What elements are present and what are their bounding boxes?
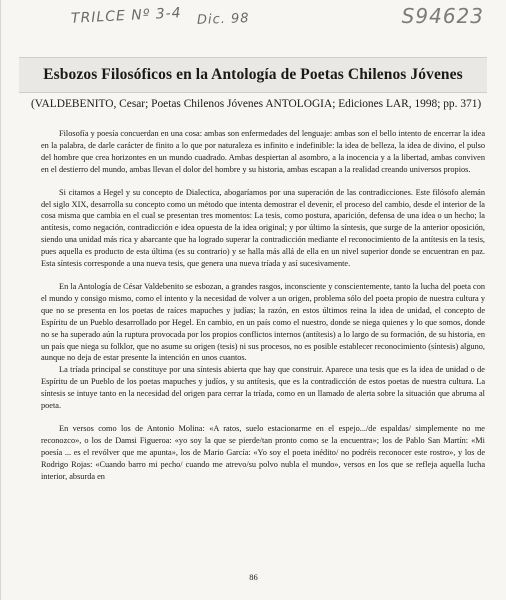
bibliographic-reference: (VALDEBENITO, Cesar; Poetas Chilenos Jóvenes ANTOLOGIA; Ediciones LAR, 1998; pp. 371) — [31, 98, 482, 110]
paragraph: En la Antología de César Valdebenito se esbozan, a grandes rasgos, inconsciente y conscientemente, tanto la lucha del poeta con el mundo y consigo mismo, como el intento y la necesidad de volver a un origen, problema sólo del poeta propio de nuestra cultura y que no se presenta en los poetas de raíces mapuches y judías; la razón, en estos últimos reina la idea de unidad, el concepto de Espíritu de un Pueblo desarrollado por Hegel. En cambio, en un país como el nuestro, donde se niega quienes y lo que somos, donde no se ha superado aún la ruptura provocada por los propios conflictos internos (antítesis) a lo largo de su formación, de su historia, en un país que niega su folklor, que no asume su origen (tesis) ni sus procesos, no es posible establecer reconocimiento (síntesis) alguno, aunque no deja de estar presente la intención en unos cuantos. — [41, 281, 485, 363]
article-title: Esbozos Filosóficos en la Antología de Poetas Chilenos Jóvenes — [43, 66, 463, 83]
page-number: 86 — [249, 572, 258, 582]
handwritten-date-note: Dic. 98 — [196, 11, 250, 28]
paragraph: En versos como los de Antonio Molina: «A ratos, suelo estacionarme en el espejo.../de espaldas/ simplemente no me reconozco», o los de Damsi Figueroa: «yo soy la que se pierde/tan pronto como se la encuentra»; los de Pablo San Martín: «Mi poesía ... es el revólver que me apunta», los de Mario García: «Yo soy el poeta inédito/ no podréis reconocer este rostro», y los de Rodrigo Rojas: «Cuando barro mi pecho/ cuando me atrevo/su polvo nubla el mundo», versos en los que se refleja aquella lucha interior, absurda en — [41, 423, 485, 481]
handwritten-catalog-number: S94623 — [401, 4, 484, 28]
paragraph: Si citamos a Hegel y su concepto de Dialectica, abogaríamos por una superación de las contradicciones. Este filósofo alemán del siglo XIX, desarrolla su concepto como un método que intenta demostrar el devenir, el proceso del cambio, desde el interior de la cosa misma que cambia en el cual se presentan tres momentos: La tesis, como postura, aparición, defensa de una idea o un hecho; la antítesis, como negación, contradicción e idea opuesta de la idea original; y por último la síntesis, que surge de la anterior oposición, siendo una unidad más rica y abarcante que ha logrado superar la contradicción mediante el reconocimiento de la antítesis en la tesis, pues aquella es producto de esta última (es su contrario) y se halla más allá de ella en un nivel superior donde se encuentran en paz. Esta síntesis corresponde a una nueva tesis, que genera una nueva tríada y así sucesivamente. — [41, 187, 485, 269]
handwritten-journal-note: TRILCE Nº 3-4 — [70, 5, 183, 27]
paragraph: La tríada principal se constituye por una síntesis abierta que hay que construir. Aparece una tesis que es la idea de unidad o de Espíritu de un Pueblo de los poetas mapuches y judíos, y su antítesis, que es la contradicción de estos poetas de nuestra cultura. La síntesis se intuye tanto en la necesidad del origen para cerrar la tríada, como en un llamado de alerta sobre la situación que abruma al poeta. — [41, 365, 485, 411]
article-body — [41, 128, 485, 493]
title-banner — [19, 57, 487, 93]
paragraph: Filosofía y poesía concuerdan en una cosa: ambas son enfermedades del lenguaje: ambas son el bello intento de encerrar la idea en la palabra, de darle carácter de finito a lo que por naturaleza es infinito e indefinible: la idea de belleza, la idea de divino, el pulso del hombre que crea horizontes en un mundo cuadrado. Ambas despiertan al asombro, a la inocencia y a la libertad, ambas conviven en el destierro del mundo, ambas llevan el dolor del hombre y su historia, ambas escapan a la realidad creando universos propios. — [41, 129, 485, 174]
